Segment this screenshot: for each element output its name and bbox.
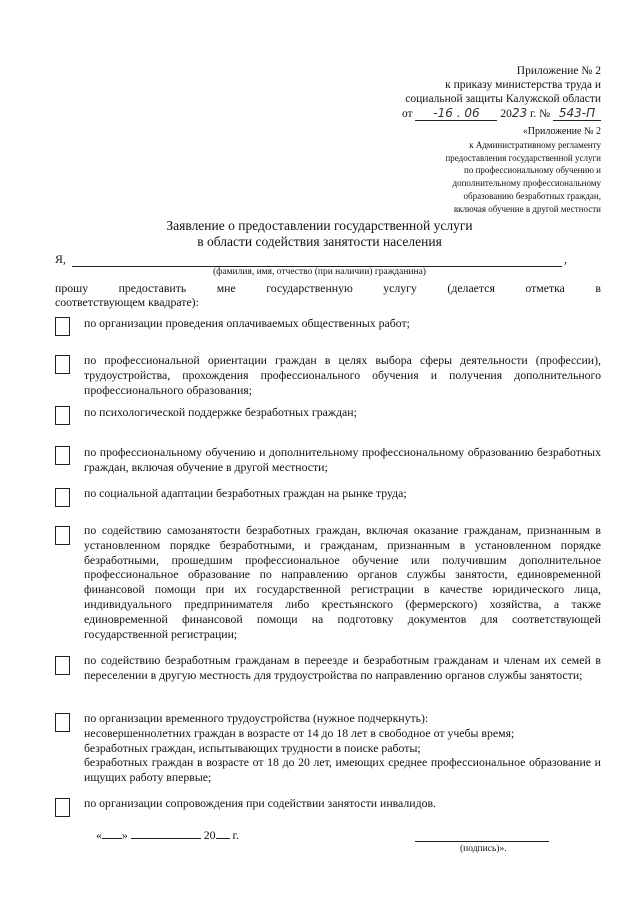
regulation-line: по профессиональному обучению и	[464, 165, 601, 176]
option-checkbox[interactable]	[55, 406, 70, 425]
signature-line[interactable]	[415, 840, 549, 842]
footer-date: « » 20 г.	[96, 828, 239, 842]
appendix-block	[341, 64, 601, 121]
appendix-title: Приложение № 2	[516, 65, 601, 77]
year-suffix: г. №	[529, 108, 551, 120]
date-prefix: от	[401, 108, 413, 120]
appendix-date-line	[341, 106, 601, 121]
month-field[interactable]	[131, 827, 201, 839]
request-line	[55, 281, 601, 295]
option-text: по профессиональному обучению и дополнительному профессиональному образованию безработных граждан, включая обучение в другой местности;	[84, 445, 601, 474]
regulation-line: к Административному регламенту	[469, 139, 601, 150]
request-word: услугу	[383, 281, 417, 295]
option-checkbox[interactable]	[55, 488, 70, 507]
option-subitem[interactable]: безработных граждан, испытывающих трудности в поиске работы;	[84, 740, 421, 755]
day-field[interactable]	[102, 827, 122, 839]
appendix-line-2: социальной защиты Калужской области	[405, 93, 601, 105]
request-word: (делается	[447, 281, 495, 295]
option-subitem[interactable]: несовершеннолетних граждан в возрасте от 14 до 18 лет в свободное от учебы время;	[84, 725, 515, 740]
request-line-2: соответствующем квадрате):	[55, 295, 199, 309]
option-checkbox[interactable]	[55, 798, 70, 817]
option-checkbox[interactable]	[55, 355, 70, 374]
option-subitem[interactable]: безработных граждан в возрасте от 18 до 20 лет, имеющих среднее профессиональное образование и ищущих работу впервые;	[84, 755, 601, 785]
request-word: прошу	[55, 281, 89, 295]
option-text: по организации временного трудоустройства (нужное подчеркнуть):	[84, 711, 429, 725]
regulation-line: включая обучение в другой местности	[453, 203, 601, 214]
request-word: мне	[216, 281, 236, 295]
option-text: по психологической поддержке безработных граждан;	[84, 405, 357, 419]
request-word: государственную	[266, 281, 353, 295]
option-text: по организации проведения оплачиваемых общественных работ;	[84, 316, 410, 330]
regulation-line: предоставления государственной услуги	[445, 152, 601, 163]
option-checkbox[interactable]	[55, 656, 70, 675]
option-checkbox[interactable]	[55, 317, 70, 336]
date-handwritten: -16 . 06	[415, 106, 497, 121]
regulation-block	[361, 126, 601, 216]
regulation-line: дополнительному профессиональному	[452, 178, 601, 189]
option-text: по профессиональной ориентации граждан в целях выбора сферы деятельности (профессии), трудоустройства, прохождения профессионального обучения и получения дополнительного профессионального образования;	[84, 353, 601, 397]
option-checkbox[interactable]	[55, 713, 70, 732]
year-text: 2023	[500, 106, 528, 120]
heading-line-2: в области содействия занятости населения	[197, 234, 442, 249]
appendix-line-1: к приказу министерства труда и	[445, 79, 601, 91]
regulation-title: «Приложение № 2	[522, 126, 601, 137]
request-word: в	[595, 281, 601, 295]
option-checkbox[interactable]	[55, 446, 70, 465]
applicant-suffix: ,	[564, 252, 567, 266]
option-text: по организации сопровождения при содействии занятости инвалидов.	[84, 796, 437, 810]
request-word: предоставить	[118, 281, 187, 295]
request-word: отметка	[525, 281, 565, 295]
option-text: по социальной адаптации безработных граждан на рынке труда;	[84, 486, 407, 500]
option-checkbox[interactable]	[55, 526, 70, 545]
option-temp-employment	[84, 711, 601, 785]
applicant-prefix: Я,	[55, 252, 66, 266]
option-text: по содействию самозанятости безработных граждан, включая оказание гражданам, признанным в установленном порядке безработными, и гражданам, признанным в установленном порядке безработными, прошедшим профессиональное обучение или получившим дополнительное профессиональное образование по направлению органов службы занятости, единовременной финансовой помощи при их государственной регистрации в качестве юридического лица, индивидуального предпринимателя либо крестьянского (фермерского) хозяйства, а также единовременной финансовой помощи на подготовку документов для соответствующей государственной регистрации;	[84, 523, 601, 641]
signature-caption: (подпись)».	[460, 844, 507, 854]
option-text: по содействию безработным гражданам в переезде и безработным гражданам и членам их семей в переселении в другую местность для трудоустройства по направлению органов службы занятости;	[84, 653, 601, 682]
applicant-caption: (фамилия, имя, отчество (при наличии) гражданина)	[213, 267, 426, 277]
regulation-line: образованию безработных граждан,	[463, 190, 601, 201]
heading-line-1: Заявление о предоставлении государственной услуги	[166, 218, 473, 233]
year-field[interactable]	[216, 827, 230, 839]
footer-year-suffix: г.	[232, 828, 239, 842]
footer-year-prefix: 20	[203, 828, 216, 842]
number-handwritten: 543-П	[553, 106, 601, 121]
document-heading	[0, 218, 639, 250]
